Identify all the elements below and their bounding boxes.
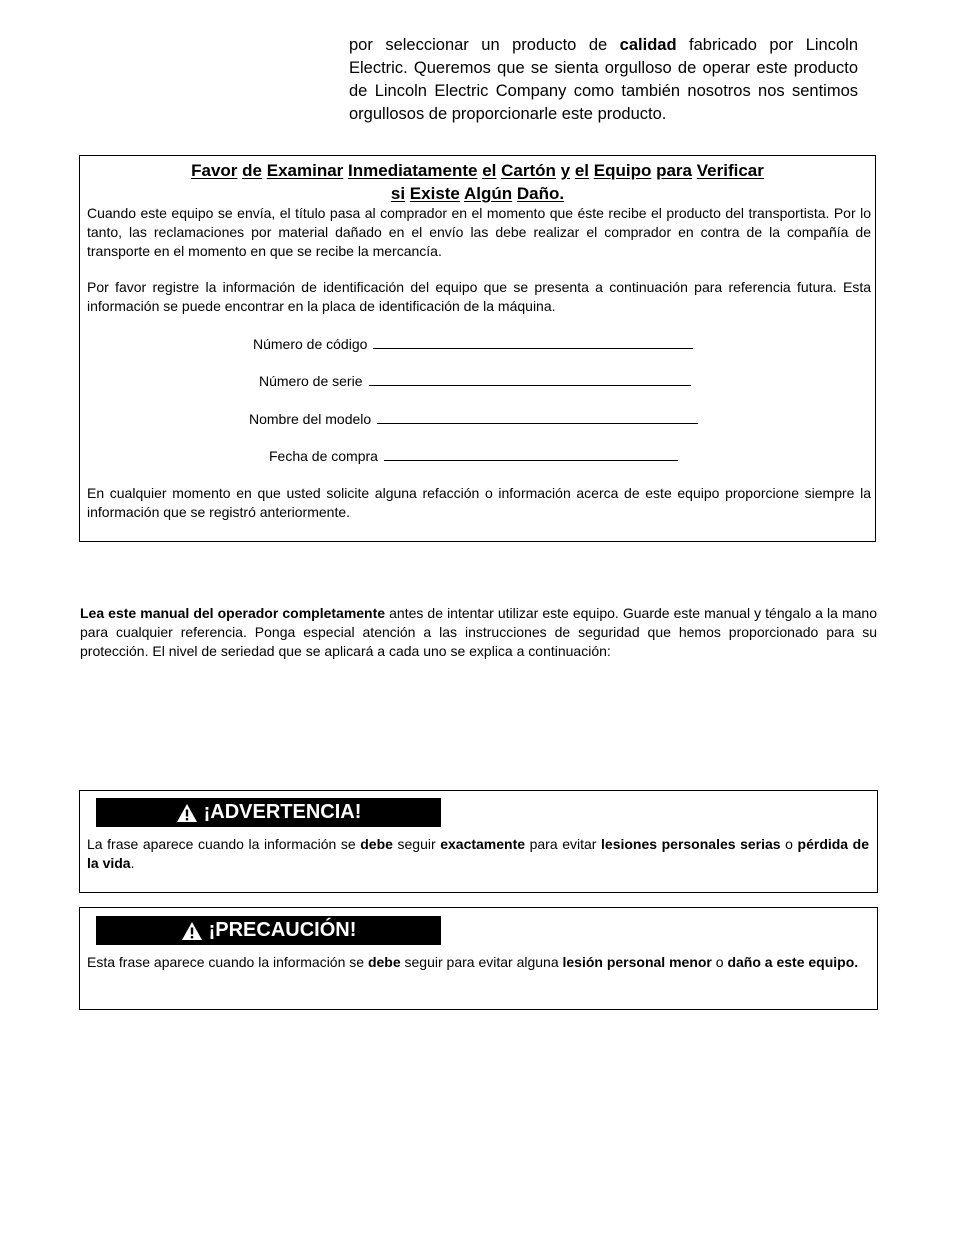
intro-paragraph <box>349 34 858 126</box>
caution-bold-part: lesión personal menor <box>562 954 712 970</box>
serial-number-field <box>259 372 691 390</box>
title-word: para <box>656 161 693 180</box>
intro-bold-quality: calidad <box>619 36 677 54</box>
caution-text-part: o <box>711 954 728 970</box>
inspection-box <box>79 155 876 542</box>
code-number-field <box>253 335 693 353</box>
title-word: Favor <box>191 161 238 180</box>
warning-bold-part: pérdida de la vida <box>87 836 870 871</box>
intro-text-end: fabricado por Lincoln Electric. Queremos que se sienta orgulloso de operar este producto de Lincoln Electric Company como también nosotros nos sentimos orgullosos de proporcionarle este producto. <box>349 36 859 123</box>
caution-banner <box>96 916 441 945</box>
title-word: y <box>560 161 571 180</box>
code-number-label: Número de código <box>253 336 368 352</box>
caution-bold-part: debe <box>367 954 401 970</box>
caution-text-part: Esta frase aparece cuando la información se <box>87 954 368 970</box>
warning-label: ¡ADVERTENCIA! <box>203 801 362 823</box>
title-word: Inmediatamente <box>348 161 478 180</box>
serial-number-label: Número de serie <box>259 373 363 389</box>
serial-number-blank-line[interactable] <box>369 373 691 386</box>
warning-triangle-icon <box>176 803 198 823</box>
read-manual-bold: Lea este manual del operador completamente <box>80 605 386 621</box>
title-word: Algún <box>463 184 513 203</box>
inspection-title-line1 <box>80 159 875 182</box>
title-word: el <box>574 161 590 180</box>
title-word: Existe <box>409 184 460 203</box>
warning-bold-part: debe <box>360 836 393 852</box>
title-word: Examinar <box>266 161 344 180</box>
caution-text-part: seguir para evitar alguna <box>400 954 563 970</box>
caution-bold-part: daño a este equipo. <box>727 954 859 970</box>
purchase-date-blank-line[interactable] <box>384 448 678 461</box>
warning-text-part: La frase aparece cuando la información se <box>87 836 361 852</box>
title-word: de <box>242 161 262 180</box>
warning-box <box>79 790 878 893</box>
caution-label: ¡PRECAUCIÓN! <box>208 919 357 941</box>
warning-bold-part: exactamente <box>440 836 526 852</box>
caution-box <box>79 907 878 1010</box>
purchase-date-field <box>269 447 678 465</box>
inspection-title-line2 <box>80 182 875 205</box>
title-word: el <box>482 161 497 180</box>
warning-banner <box>96 798 441 827</box>
warning-triangle-icon <box>181 921 203 941</box>
warning-text-part: seguir <box>392 836 441 852</box>
title-word: si <box>390 184 406 203</box>
shipping-claims-paragraph: Cuando este equipo se envía, el título pasa al comprador en el momento que éste recibe el producto del transportista. Por lo tanto, las reclamaciones por material dañado en el envío las debe realizar el comprador en contra de la compañía de transporte en el momento en que se recibe la mercancía. <box>87 205 871 259</box>
warning-text-part: . <box>130 855 135 871</box>
caution-text <box>87 953 869 972</box>
warning-text-part: o <box>780 836 798 852</box>
model-name-field <box>249 410 698 428</box>
warning-bold-part: lesiones personales serias <box>601 836 781 852</box>
title-word: Verificar <box>696 161 764 180</box>
code-number-blank-line[interactable] <box>373 336 693 349</box>
read-manual-text: antes de intentar utilizar este equipo. Guarde este manual y téngalo a la mano para cualquier referencia. Ponga especial atención a las instrucciones de seguridad que hemos proporcionado para su protección. El nivel de seriedad que se aplicará a cada uno se explica a continuación: <box>80 605 877 659</box>
read-manual-paragraph <box>80 604 877 661</box>
model-name-blank-line[interactable] <box>377 411 698 424</box>
warning-text-part: para evitar <box>525 836 602 852</box>
warning-text <box>87 835 869 873</box>
intro-text-start: por seleccionar un producto de <box>349 36 620 54</box>
title-word: Equipo <box>593 161 652 180</box>
title-word: Cartón <box>501 161 556 180</box>
title-word: Daño. <box>516 184 565 203</box>
record-info-paragraph: Por favor registre la información de identificación del equipo que se presenta a continuación para referencia futura. Esta información se puede encontrar en la placa de identificación de la máquina. <box>87 279 871 314</box>
parts-request-paragraph: En cualquier momento en que usted solicite alguna refacción o información acerca de este equipo proporcione siempre la información que se registró anteriormente. <box>87 485 871 520</box>
model-name-label: Nombre del modelo <box>249 411 372 427</box>
purchase-date-label: Fecha de compra <box>269 448 378 464</box>
inspection-title <box>80 159 875 205</box>
